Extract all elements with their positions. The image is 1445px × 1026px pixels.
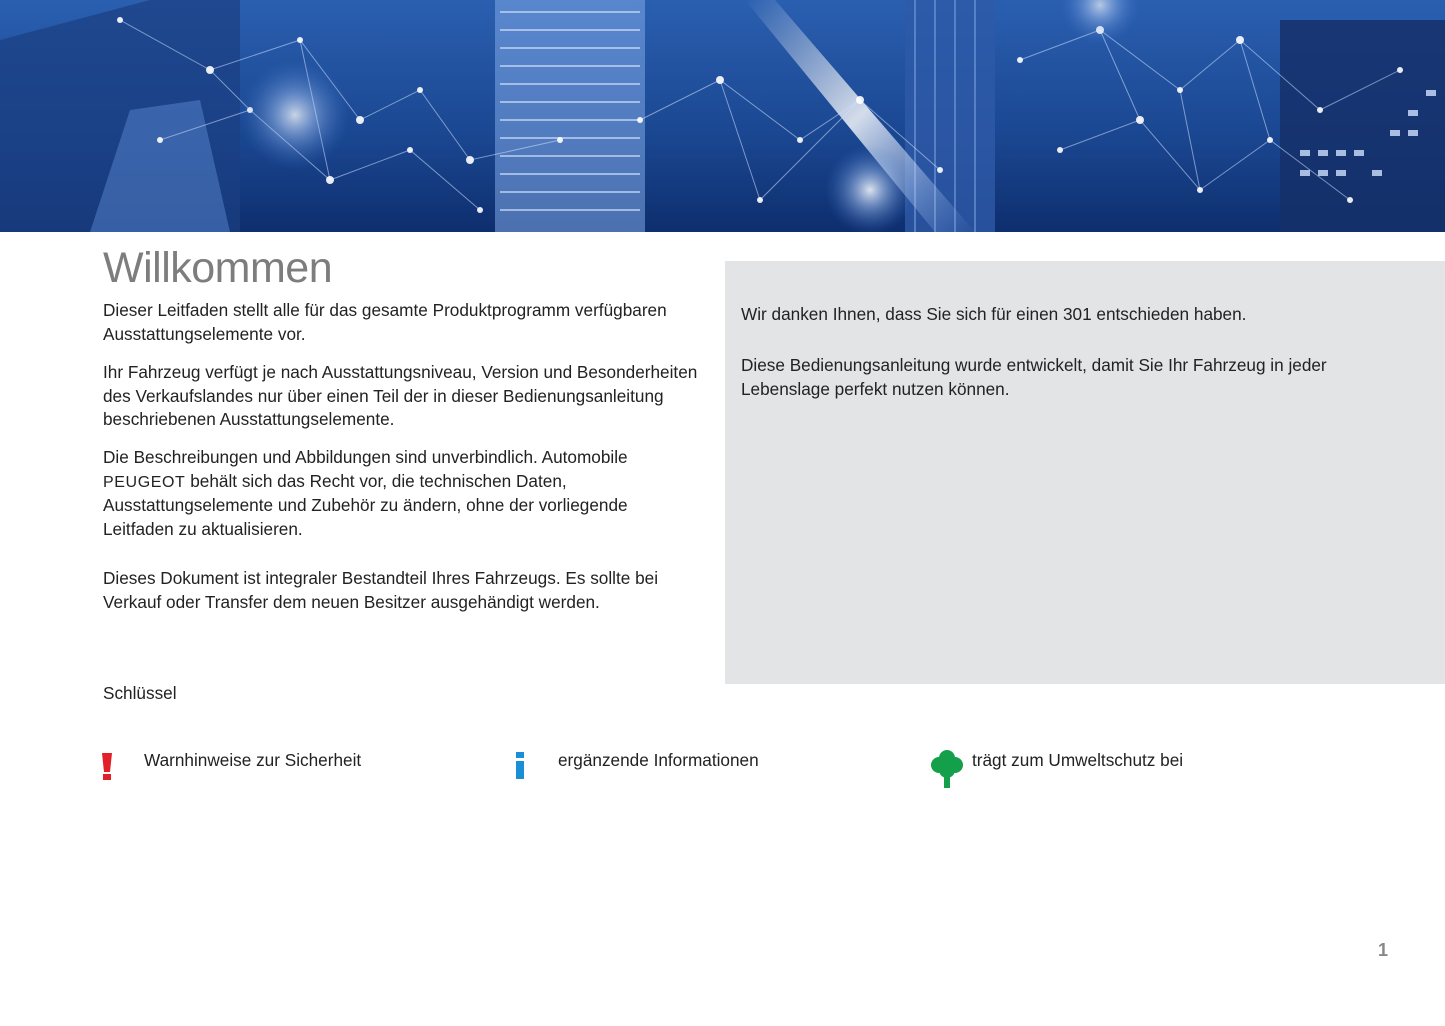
exclamation-icon xyxy=(100,748,116,782)
page-number: 1 xyxy=(1378,940,1389,960)
hero-banner xyxy=(0,0,1445,232)
intro-text xyxy=(103,299,703,615)
legend-title: Schlüssel xyxy=(103,683,177,703)
intro-paragraph-scope: Dieser Leitfaden stellt alle für das gesamte Produktprogramm verfügbaren Ausstattungselemente vor. xyxy=(103,300,667,344)
legend-label-warning: Warnhinweise zur Sicherheit xyxy=(144,750,362,770)
intro-paragraph-equipment: Ihr Fahrzeug verfügt je nach Ausstattungsniveau, Version und Besonderheiten des Verkaufslandes nur über einen Teil der in dieser Bedienungsanleitung beschriebenen Ausstattungselemente. xyxy=(103,362,698,430)
brand-name: PEUGEOT xyxy=(103,473,186,491)
thanks-box xyxy=(725,261,1445,684)
info-icon xyxy=(513,748,529,782)
disclaimer-text-start: Die Beschreibungen und Abbildungen sind unverbindlich. Automobile xyxy=(103,446,628,467)
disclaimer-text-end: behält sich das Recht vor, die technischen Daten, Ausstattungselemente und Zubehör zu ändern, ohne der vorliegende Leitfaden zu aktualisieren. xyxy=(103,470,628,539)
intro-paragraph-disclaimer xyxy=(103,446,703,541)
legend-label-eco: trägt zum Umweltschutz bei xyxy=(972,750,1184,770)
thanks-text: Wir danken Ihnen, dass Sie sich für einen 301 entschieden haben. xyxy=(741,304,1247,324)
legend-item-warning xyxy=(100,748,430,792)
manual-purpose-text: Diese Bedienungsanleitung wurde entwickelt, damit Sie Ihr Fahrzeug in jeder Lebenslage perfekt nutzen können. xyxy=(741,355,1327,399)
legend-label-info: ergänzende Informationen xyxy=(558,750,759,770)
page-title: Willkommen xyxy=(103,244,333,292)
intro-paragraph-document: Dieses Dokument ist integraler Bestandteil Ihres Fahrzeugs. Es sollte bei Verkauf oder Transfer dem neuen Besitzer ausgehändigt werden. xyxy=(103,568,659,612)
legend-item-eco xyxy=(930,748,1260,792)
legend-item-info xyxy=(513,748,843,792)
tree-icon xyxy=(930,748,964,790)
hero-city-network-image xyxy=(0,0,1445,232)
